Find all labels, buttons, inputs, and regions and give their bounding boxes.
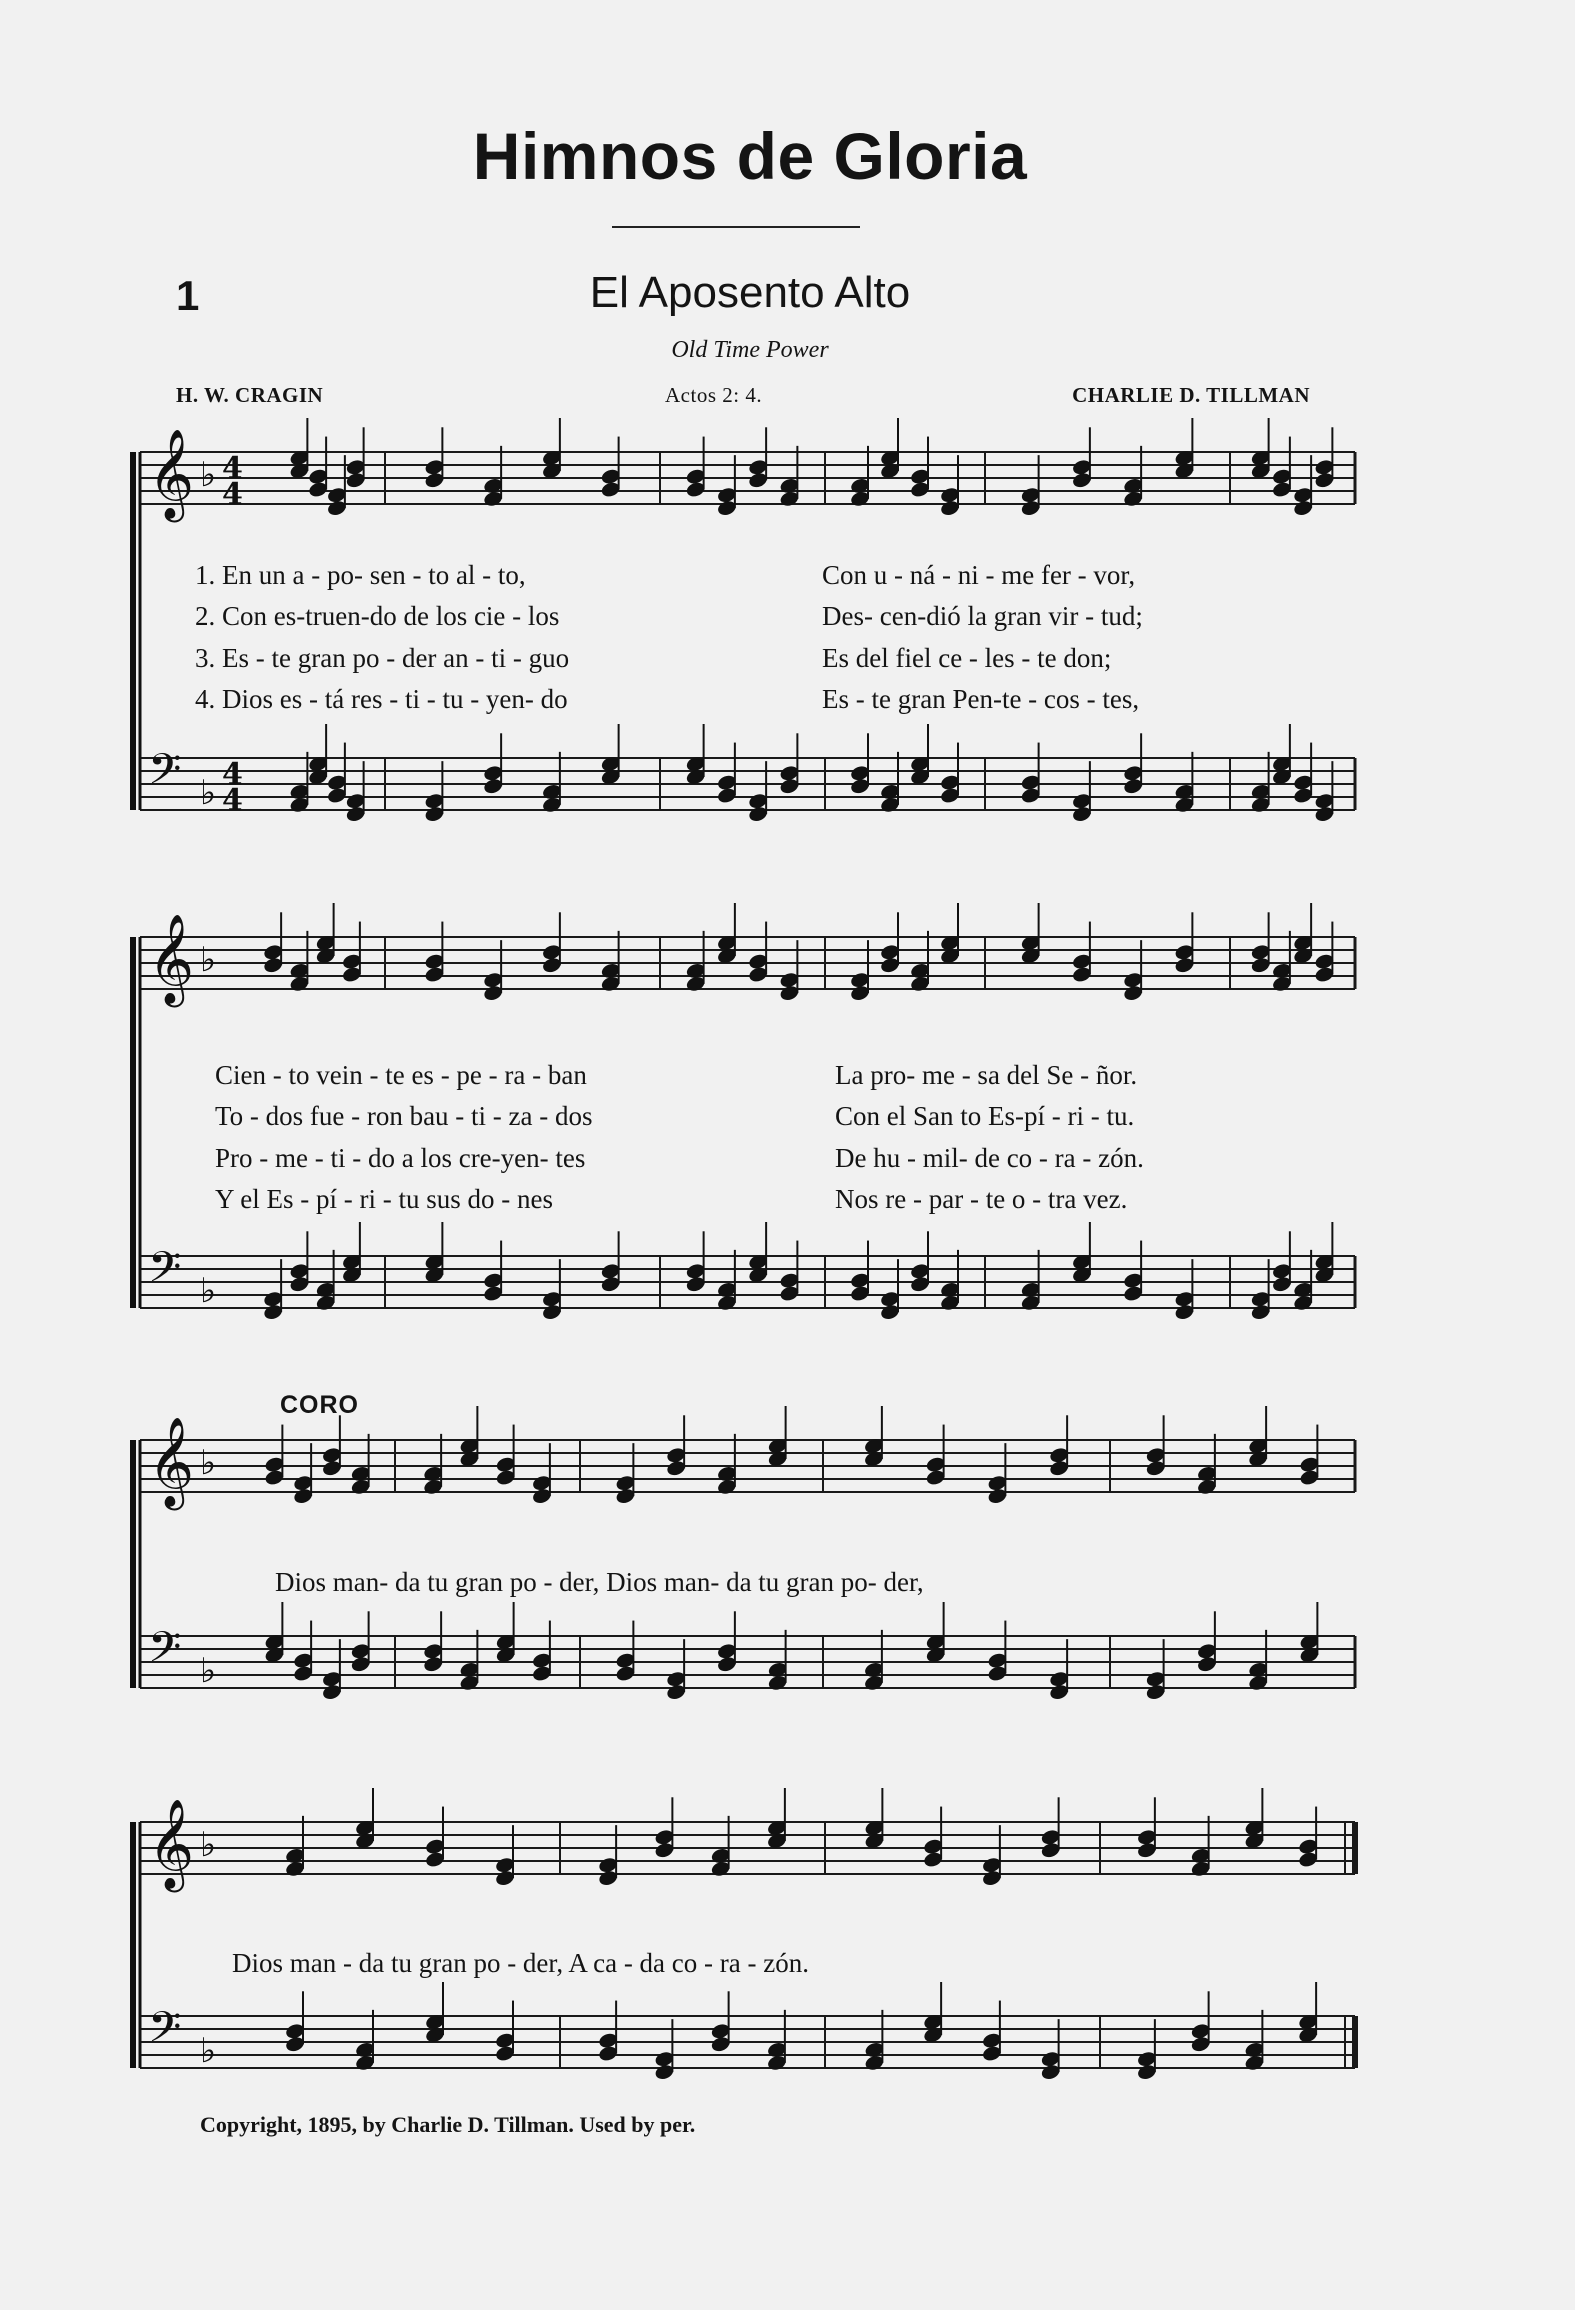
copyright-notice: Copyright, 1895, by Charlie D. Tillman. Used by per. <box>200 2112 696 2137</box>
verse-3-line-c: Pro - me - ti - do a los cre-yen- tes <box>215 1143 586 1173</box>
verse-1-line-c: Cien - to vein - te es - pe - ra - ban <box>215 1060 587 1090</box>
treble-clef: 𝄞 <box>148 429 195 519</box>
author-credit: H. W. CRAGIN <box>176 383 324 407</box>
bass-clef: 𝄢 <box>148 2003 182 2063</box>
chorus-line-2: Dios man - da tu gran po - der, A ca - da co - ra - zón. <box>232 1948 809 1978</box>
flat-sign: ♭ <box>200 1271 217 1311</box>
verse-3-line-a: 3. Es - te gran po - der an - ti - guo <box>195 643 570 673</box>
bass-clef: 𝄢 <box>148 1623 182 1683</box>
book-title: Himnos de Gloria <box>472 119 1028 193</box>
verse-3-line-b: Es del fiel ce - les - te don; <box>822 643 1112 673</box>
system-bracket <box>130 937 136 1308</box>
flat-sign: ♭ <box>200 1443 217 1483</box>
time-signature-top: 4 <box>222 757 243 792</box>
verse-2-line-b: Des- cen-dió la gran vir - tud; <box>822 601 1143 631</box>
flat-sign: ♭ <box>200 773 217 813</box>
scripture-reference: Actos 2: 4. <box>665 383 763 407</box>
flat-sign: ♭ <box>200 455 217 495</box>
verse-2-line-c: To - dos fue - ron bau - ti - za - dos <box>215 1101 593 1131</box>
bass-clef: 𝄢 <box>148 745 182 805</box>
verse-1-line-a: 1. En un a - po- sen - to al - to, <box>195 560 526 590</box>
verse-2-line-d: Con el San to Es-pí - ri - tu. <box>835 1101 1135 1131</box>
flat-sign: ♭ <box>200 1651 217 1691</box>
time-signature-bottom: 4 <box>222 783 243 818</box>
treble-clef: 𝄞 <box>148 1417 195 1507</box>
flat-sign: ♭ <box>200 2031 217 2071</box>
time-signature-top: 4 <box>222 451 243 486</box>
hymn-title: El Aposento Alto <box>589 268 911 317</box>
verse-3-line-d: De hu - mil- de co - ra - zón. <box>835 1143 1144 1173</box>
chorus-label: CORO <box>280 1391 359 1419</box>
verse-4-line-d: Nos re - par - te o - tra vez. <box>835 1184 1128 1214</box>
composer-credit: CHARLIE D. TILLMAN <box>1072 383 1310 407</box>
verse-2-line-a: 2. Con es-truen-do de los cie - los <box>195 601 560 631</box>
flat-sign: ♭ <box>200 1825 217 1865</box>
verse-4-line-a: 4. Dios es - tá res - ti - tu - yen- do <box>195 684 568 714</box>
system-bracket <box>130 1822 136 2068</box>
system-bracket <box>130 1440 136 1688</box>
hymn-subtitle: Old Time Power <box>671 337 829 363</box>
treble-clef: 𝄞 <box>148 914 195 1004</box>
system-bracket <box>130 452 136 810</box>
verse-4-line-b: Es - te gran Pen-te - cos - tes, <box>822 684 1140 714</box>
chorus-line-1: Dios man- da tu gran po - der, Dios man- da tu gran po- der, <box>275 1567 924 1597</box>
verse-1-line-d: La pro- me - sa del Se - ñor. <box>835 1060 1138 1090</box>
bass-clef: 𝄢 <box>148 1243 182 1303</box>
verse-1-line-b: Con u - ná - ni - me fer - vor, <box>822 560 1136 590</box>
flat-sign: ♭ <box>200 940 217 980</box>
treble-clef: 𝄞 <box>148 1799 195 1889</box>
hymn-number: 1 <box>176 272 200 319</box>
verse-4-line-c: Y el Es - pí - ri - tu sus do - nes <box>215 1184 553 1214</box>
time-signature-bottom: 4 <box>222 477 243 512</box>
